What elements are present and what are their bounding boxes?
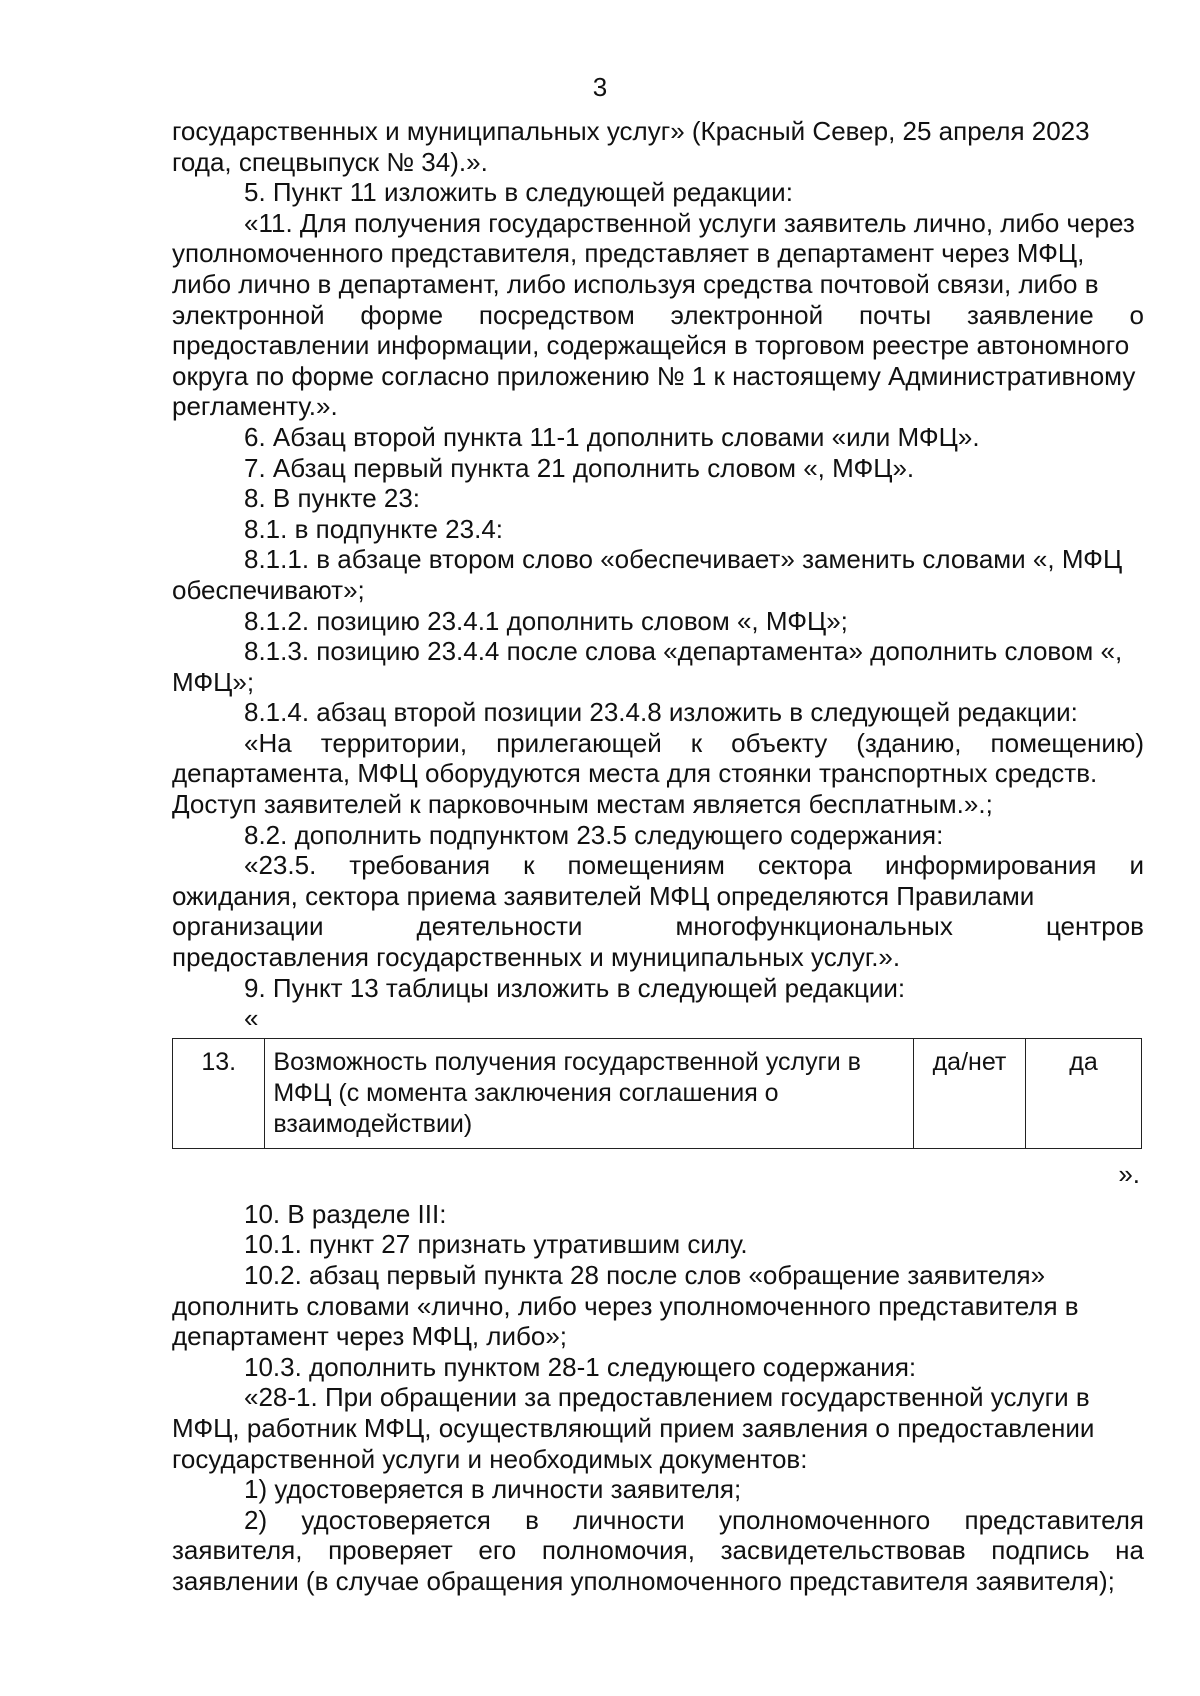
text-line: 2) удостоверяется в личности уполномоченного представителя [244,1504,1144,1535]
text-line: 7. Абзац первый пункта 21 дополнить словом «, МФЦ». [244,452,915,483]
text-line: 9. Пункт 13 таблицы изложить в следующей редакции: [244,972,906,1003]
text-line: 10.1. пункт 27 признать утратившим силу. [244,1229,748,1260]
text-line: 1) удостоверяется в личности заявителя; [244,1474,742,1505]
text-line: МФЦ»; [172,666,255,697]
text-line: «На территории, прилегающей к объекту (зданию, помещению) [244,727,1144,758]
text-line: 10.2. абзац первый пункта 28 после слов «обращение заявителя» [244,1260,1046,1290]
table-cell-number: 13. [173,1038,265,1148]
text-line: 8.1.4. абзац второй позиции 23.4.8 изложить в следующей редакции: [244,697,1078,728]
text-line: «11. Для получения государственной услуги заявитель лично, либо через [244,207,1135,238]
text-line: 8.1.3. позицию 23.4.4 после слова «департамента» дополнить словом «, [244,636,1123,667]
text-line: «28-1. При обращении за предоставлением государственной услуги в [244,1382,1090,1413]
closing-quote: ». [1118,1158,1140,1189]
table-cell-value: да [1026,1038,1142,1148]
text-line: заявлении (в случае обращения уполномоченного представителя заявителя); [172,1565,1115,1596]
document-body [172,116,1144,1597]
text-line: заявителя, проверяет его полномочия, засвидетельствовав подпись на [172,1535,1144,1566]
text-line: МФЦ, работник МФЦ, осуществляющий прием заявления о предоставлении [172,1412,1095,1443]
text-line: года, спецвыпуск № 34).». [172,146,488,177]
text-line: 8.1.1. в абзаце втором слово «обеспечивает» заменить словами «, МФЦ [244,544,1123,575]
text-line: Доступ заявителей к парковочным местам является бесплатным.».; [172,789,993,820]
page-number: 3 [592,72,608,102]
text-line: округа по форме согласно приложению № 1 к настоящему Административному [172,360,1136,391]
text-block-top [172,116,1144,1034]
table-row [173,1038,1142,1148]
text-line: государственной услуги и необходимых документов: [172,1443,808,1474]
text-line: 8.1. в подпункте 23.4: [244,513,503,544]
text-line: 8.1.2. позицию 23.4.1 дополнить словом «, МФЦ»; [244,605,848,636]
text-line: предоставлении информации, содержащейся в торговом реестре автономного [172,330,1130,361]
text-line: департамента, МФЦ оборудуются места для стоянки транспортных средств. [172,758,1098,789]
text-line: ожидания, сектора приема заявителей МФЦ определяются Правилами [172,880,1035,911]
text-line: 8.2. дополнить подпунктом 23.5 следующего содержания: [244,819,944,850]
table-cell-options: да/нет [913,1038,1025,1148]
text-line: обеспечивают»; [172,574,365,605]
table-cell-description: Возможность получения государственной услуги в МФЦ (с момента заключения соглашения о взаимодействии) [265,1038,914,1148]
text-line: департамент через МФЦ, либо»; [172,1321,568,1352]
text-line: предоставления государственных и муниципальных услуг.». [172,942,901,973]
text-line: 5. Пункт 11 изложить в следующей редакции: [244,177,793,208]
text-line: дополнить словами «лично, либо через уполномоченного представителя в [172,1290,1079,1321]
amendment-table [172,1038,1142,1149]
text-line: регламенту.». [172,391,338,422]
text-line: 10. В разделе III: [244,1198,447,1229]
text-line: организации деятельности многофункциональных центров [172,911,1144,942]
text-block-bottom [172,1199,1144,1597]
text-line: « [244,1003,259,1034]
text-line: электронной форме посредством электронной почты заявление о [172,299,1144,330]
text-line: 10.3. дополнить пунктом 28-1 следующего содержания: [244,1351,917,1382]
text-line: либо лично в департамент, либо используя средства почтовой связи, либо в [172,268,1099,299]
text-line: 6. Абзац второй пункта 11-1 дополнить словами «или МФЦ». [244,421,980,452]
text-line: уполномоченного представителя, представляет в департамент через МФЦ, [172,238,1085,269]
text-line: 8. В пункте 23: [244,483,421,514]
text-line: «23.5. требования к помещениям сектора информирования и [244,850,1144,881]
text-line: государственных и муниципальных услуг» (Красный Север, 25 апреля 2023 [172,116,1090,146]
